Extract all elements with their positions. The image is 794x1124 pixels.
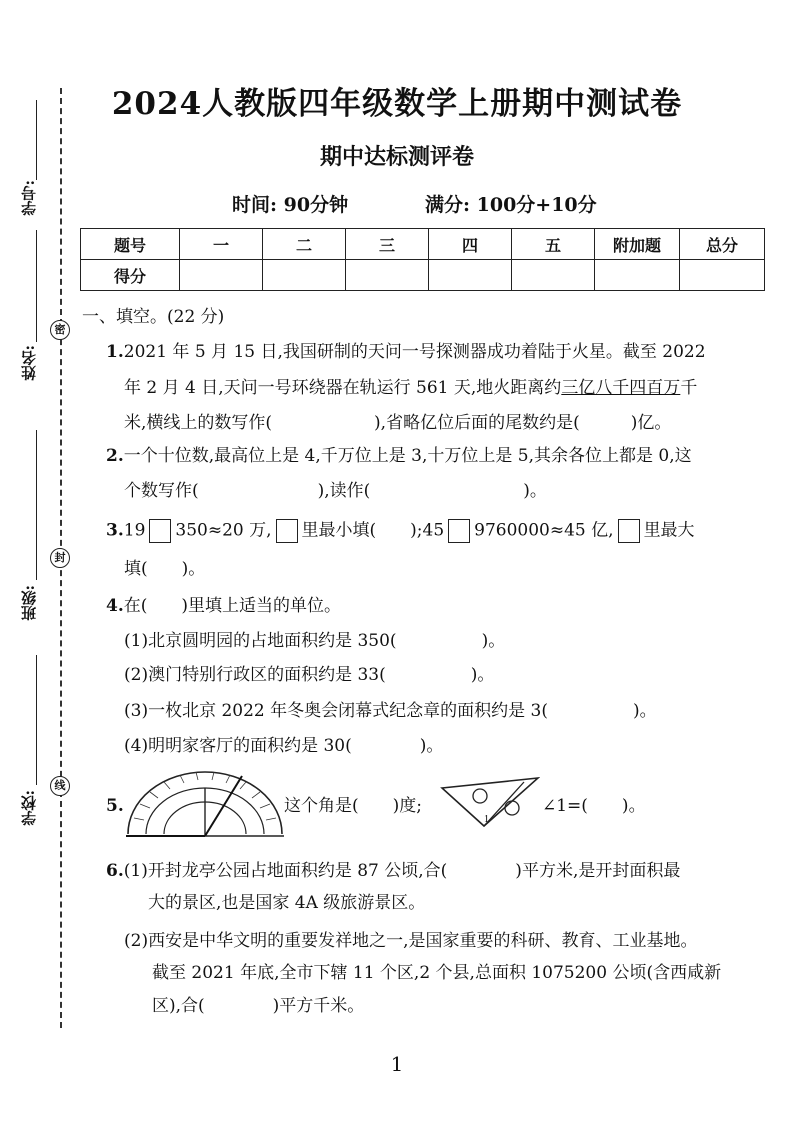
- angle-1-label: 1: [484, 814, 489, 825]
- score-cell[interactable]: [680, 260, 765, 291]
- exam-full-score: 满分: 100分+10分: [425, 194, 597, 216]
- question-1-line-2: [124, 377, 697, 399]
- question-text: 里最大: [643, 520, 695, 541]
- answer-box[interactable]: [448, 519, 470, 543]
- class-label: 班级:: [20, 585, 38, 621]
- question-number: 5.: [106, 796, 124, 816]
- question-text: 19: [123, 520, 146, 541]
- exam-time: 时间: 90分钟: [232, 194, 349, 216]
- question-text: 里最小填( );45: [301, 520, 445, 541]
- question-text: 350≈20 万,: [175, 520, 272, 541]
- school-line: [36, 655, 37, 785]
- page-subtitle: 期中达标测评卷: [319, 144, 474, 170]
- question-4-item: (4)明明家客厅的面积约是 30( )。: [124, 736, 444, 756]
- score-table-header-cell: 附加题: [595, 229, 680, 260]
- answer-box[interactable]: [276, 519, 298, 543]
- student-id-label: 学号:: [20, 180, 38, 216]
- question-number: 1.: [106, 342, 124, 362]
- answer-box[interactable]: [618, 519, 640, 543]
- question-1-line-3: 米,横线上的数写作( ),省略亿位后面的尾数约是( )亿。: [124, 413, 672, 433]
- seal-mi: 密: [50, 320, 70, 340]
- question-4-head: [106, 595, 341, 617]
- question-text: 年 2 月 4 日,天问一号环绕器在轨运行 561 天,地火距离约: [124, 378, 562, 398]
- question-number: 4.: [106, 596, 124, 616]
- question-6-line-4: 截至 2021 年底,全市下辖 11 个区,2 个县,总面积 1075200 公顷(含西咸新: [152, 963, 722, 983]
- score-cell[interactable]: [595, 260, 680, 291]
- question-text: (1)开封龙亭公园占地面积约是 87 公顷,合( )平方米,是开封面积最: [123, 861, 681, 881]
- score-table-header-cell: 四: [429, 229, 512, 260]
- seal-xian: 线: [50, 776, 70, 796]
- question-1-line-1: [106, 341, 706, 363]
- question-4-item: (2)澳门特别行政区的面积约是 33( )。: [124, 665, 495, 685]
- question-3-line-2: 填( )。: [124, 559, 206, 579]
- section-heading: 一、填空。(22 分): [82, 307, 225, 327]
- question-6-line-5: 区),合( )平方千米。: [152, 996, 365, 1016]
- name-label: 姓名:: [20, 345, 38, 381]
- question-number: 2.: [106, 446, 124, 466]
- score-cell[interactable]: [180, 260, 263, 291]
- question-text: 一个十位数,最高位上是 4,千万位上是 3,十万位上是 5,其余各位上都是 0,这: [123, 446, 692, 466]
- question-text: 2021 年 5 月 15 日,我国研制的天问一号探测器成功着陆于火星。截至 2022: [123, 342, 706, 362]
- question-text: 在( )里填上适当的单位。: [123, 596, 342, 616]
- score-table-header-cell: 题号: [81, 229, 180, 260]
- score-table-header-cell: 总分: [680, 229, 765, 260]
- question-2-line-2: 个数写作( ),读作( )。: [124, 481, 547, 501]
- question-6-line-2: 大的景区,也是国家 4A 级旅游景区。: [148, 893, 426, 913]
- class-line: [36, 430, 37, 580]
- score-cell[interactable]: [346, 260, 429, 291]
- page-title: 2024人教版四年级数学上册期中测试卷: [111, 86, 683, 122]
- question-number: 3.: [106, 520, 124, 541]
- question-5-text-b: ∠1=( )。: [542, 796, 646, 816]
- question-2-line-1: [106, 445, 692, 467]
- score-table-header-cell: 三: [346, 229, 429, 260]
- question-text: 千: [680, 378, 698, 398]
- score-table-header-cell: 二: [263, 229, 346, 260]
- seal-feng: 封: [50, 548, 70, 568]
- score-cell[interactable]: [263, 260, 346, 291]
- answer-box[interactable]: [149, 519, 171, 543]
- question-6-line-1: [106, 860, 680, 882]
- question-number: 6.: [106, 861, 124, 881]
- score-row-label: 得分: [81, 260, 180, 291]
- question-5-text-a: 这个角是( )度;: [284, 796, 422, 816]
- score-cell[interactable]: [512, 260, 595, 291]
- score-cell[interactable]: [429, 260, 512, 291]
- question-4-item: (1)北京圆明园的占地面积约是 350( )。: [124, 631, 506, 651]
- question-text: 9760000≈45 亿,: [474, 520, 614, 541]
- score-table-header-cell: 五: [512, 229, 595, 260]
- name-line: [36, 230, 37, 342]
- question-3-line-1: [106, 519, 695, 543]
- triangle-figure: [440, 776, 540, 830]
- question-6-line-3: (2)西安是中华文明的重要发祥地之一,是国家重要的科研、教育、工业基地。: [124, 931, 698, 951]
- protractor-figure: [124, 768, 286, 840]
- score-table: [80, 228, 765, 291]
- page-number: 1: [390, 1052, 404, 1076]
- score-table-header-row: [81, 229, 765, 260]
- score-table-score-row: [81, 260, 765, 291]
- question-4-item: (3)一枚北京 2022 年冬奥会闭幕式纪念章的面积约是 3( )。: [124, 701, 657, 721]
- school-label: 学校:: [20, 790, 38, 826]
- score-table-header-cell: 一: [180, 229, 263, 260]
- underlined-number-text: 三亿八千四百万: [561, 378, 681, 398]
